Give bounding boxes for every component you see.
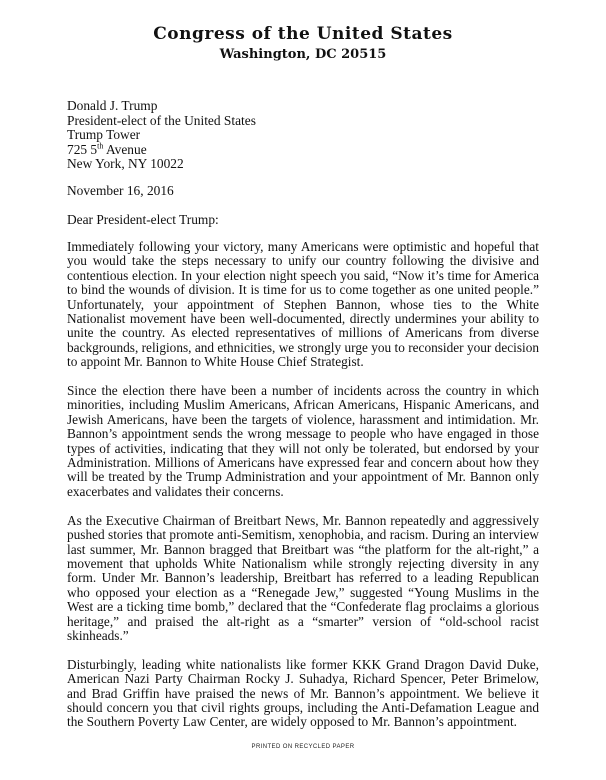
street-number: 725 5 — [67, 141, 98, 157]
paragraph-4: Disturbingly, leading white nationalists like former KKK Grand Dragon David Duke, American Nazi Party Chairman Rocky J. Suhadya, Richard Spencer, Peter Brimelow, and Brad Griffin have praised the news of Mr. Bannon’s appointment. We believe it should concern you that civil rights groups, including the Anti-Defamation League and the Southern Poverty Law Center, are widely opposed to Mr. Bannon’s appointment. — [67, 656, 539, 730]
letterhead-title: Congress of the United States — [153, 24, 453, 44]
recipient-title: President-elect of the United States — [67, 112, 256, 128]
recipient-address — [67, 99, 547, 172]
letterhead-location: Washington, DC 20515 — [219, 47, 387, 62]
letter-date: November 16, 2016 — [67, 183, 174, 198]
letterhead — [0, 24, 606, 64]
letter-body — [67, 240, 539, 744]
street-ordinal: th — [97, 141, 104, 151]
salutation: Dear President-elect Trump: — [67, 212, 219, 227]
recipient-street — [67, 143, 547, 158]
paragraph-3: As the Executive Chairman of Breitbart News, Mr. Bannon repeatedly and aggressively pushed stories that promote anti-Semitism, xenophobia, and racism. During an interview last summer, Mr. Bannon bragged that Breitbart was “the platform for the alt-right,” a movement that upholds White Nationalism while strongly rejecting diversity in any form. Under Mr. Bannon’s leadership, Breitbart has referred to a leading Republican who opposed your election as a “Renegade Jew,” suggested “Young Muslims in the West are a ticking time bomb,” declared that the “Confederate flag proclaims a glorious heritage,” and praised the alt-right as a “smarter” version of “old-school racist skinheads.” — [67, 512, 539, 643]
recipient-building: Trump Tower — [67, 127, 141, 142]
paragraph-1: Immediately following your victory, many Americans were optimistic and hopeful that you would take the steps necessary to unify our country following the divisive and contentious election. In your election night speech you said, “Now it’s time for America to bind the wounds of division. It is time for us to come together as one united people.” Unfortunately, your appointment of Stephen Bannon, whose ties to the White Nationalist movement have been well-documented, directly undermines your ability to unite the country. As elected representatives of millions of Americans from diverse backgrounds, religions, and ethnicities, we strongly urge you to reconsider your decision to appoint Mr. Bannon to White House Chief Strategist. — [67, 239, 539, 370]
recycled-paper-footer: PRINTED ON RECYCLED PAPER — [251, 744, 355, 750]
paragraph-2: Since the election there have been a number of incidents across the country in which minorities, including Muslim Americans, African Americans, Hispanic Americans, and Jewish Americans, have been the targets of violence, harassment and intimidation. Mr. Bannon’s appointment sends the wrong message to people who have engaged in those types of activities, indicating that they will not only be tolerated, but endorsed by your Administration. Millions of Americans have expressed fear and concern about how they will be treated by the Trump Administration and your appointment of Mr. Bannon only exacerbates and validates their concerns. — [67, 383, 539, 499]
recipient-name: Donald J. Trump — [67, 98, 158, 113]
recipient-city: New York, NY 10022 — [67, 156, 184, 171]
street-name: Avenue — [103, 141, 147, 157]
